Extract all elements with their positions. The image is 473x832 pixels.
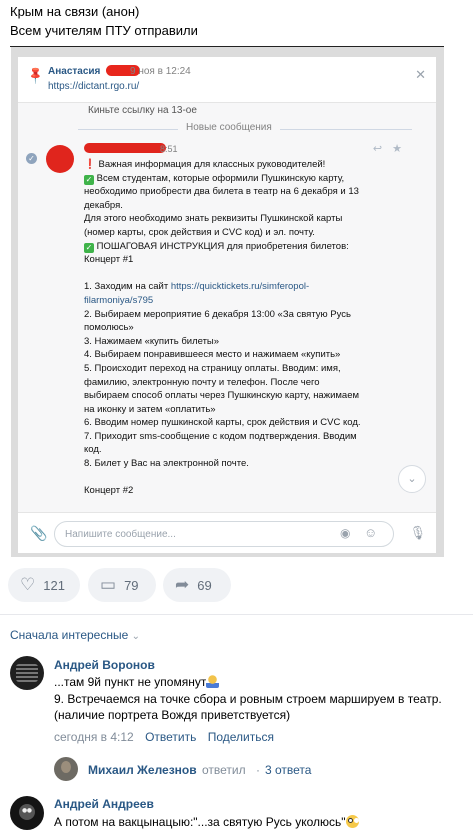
exclamation-icon: ❗ (84, 159, 96, 170)
message-text: помолюсь» (84, 322, 134, 334)
message-text: Для этого необходимо знать реквизиты Пушкинской карты (84, 213, 343, 225)
message-body (84, 158, 417, 498)
message-line (84, 199, 414, 213)
message-line (84, 416, 414, 430)
post-text-line-1: Крым на связи (анон) (10, 4, 140, 19)
message-text: (номер карты, срок действия и CVC код) и эл. почту. (84, 226, 315, 238)
message-text: декабря. (84, 199, 123, 211)
message-line (84, 240, 414, 254)
smile-icon[interactable]: ☺ (364, 525, 378, 540)
new-messages-divider (18, 122, 436, 136)
message-link[interactable]: filarmoniya/s795 (84, 294, 154, 306)
attached-screenshot[interactable] (11, 47, 444, 557)
message-text: 2. Выбираем мероприятие 6 декабря 13:00 «За святую Русь (84, 308, 351, 320)
pinned-author[interactable]: Анастасия (48, 66, 101, 77)
post-text-line-2: Всем учителям ПТУ отправили (10, 23, 198, 38)
message-line (84, 443, 414, 457)
microphone-icon[interactable]: 🎙 (409, 525, 426, 540)
comment-time[interactable]: сегодня в 4:12 (54, 730, 134, 744)
message-line (84, 321, 414, 335)
message-text: Концерт #2 (84, 485, 134, 497)
check-mark-icon: ✓ (85, 242, 93, 252)
attach-icon[interactable]: 📎 (30, 525, 48, 541)
check-mark-icon: ✓ (85, 174, 93, 184)
person-emoji-icon (206, 675, 219, 688)
message-line (84, 226, 414, 240)
comment-line-3: (наличие портрета Вождя приветствуется) (54, 708, 291, 722)
comment-author[interactable]: Андрей Воронов (54, 658, 155, 672)
message-line (84, 389, 414, 403)
message-text: 6. Вводим номер пушкинской карты, срок действия и CVC код. (84, 417, 361, 429)
share-link[interactable]: Поделиться (207, 730, 274, 744)
comment-button[interactable] (88, 568, 156, 602)
comment-text (54, 674, 470, 724)
share-count: 69 (197, 577, 212, 593)
message-line (84, 362, 414, 376)
chevron-down-icon: ⌄ (407, 473, 417, 485)
star-icon[interactable]: ★ (392, 143, 412, 155)
reply-link[interactable]: Ответить (145, 730, 197, 744)
message-line (84, 253, 414, 267)
replies-count-link[interactable]: 3 ответа (265, 763, 312, 777)
share-button[interactable] (163, 568, 231, 602)
chevron-down-icon: ⌄ (131, 631, 141, 642)
sort-label: Сначала интересные (10, 628, 129, 642)
separator-dot: · (256, 763, 260, 777)
comment-icon: ▭ (100, 575, 117, 594)
share-arrow-icon: ➦ (175, 575, 190, 594)
like-count: 121 (43, 577, 65, 593)
message-line (84, 308, 414, 322)
comment-line-1: ...там 9й пункт не упомянут (54, 675, 207, 689)
avatar[interactable] (54, 757, 78, 781)
message-line (84, 185, 414, 199)
message-text: на иконку и затем «оплатить» (84, 403, 216, 415)
message-text: Важная информация для классных руководителей! (95, 159, 326, 170)
message-link[interactable]: https://quicktickets.ru/simferopol- (170, 281, 310, 293)
comment-line-1: А потом на вакцынацыю:"...за святую Русь уколюсь" (54, 815, 346, 829)
reply-action-text: ответил (202, 763, 246, 777)
pin-icon: 📌 (25, 64, 46, 86)
message-text: Концерт #1 (84, 254, 134, 266)
message-actions[interactable] (373, 142, 412, 155)
heart-icon: ♡ (20, 575, 36, 594)
message-line (84, 376, 414, 390)
compose-bar (18, 512, 436, 553)
redaction-mark (84, 143, 166, 153)
message-time: 8:51 (160, 144, 178, 154)
message-text: 4. Выбираем понравившееся место и нажимаем «купить» (84, 349, 341, 361)
message-line (84, 158, 414, 172)
message-line (84, 403, 414, 417)
message-line (84, 484, 414, 498)
previous-message-fragment: Киньте ссылку на 13-ое (88, 105, 197, 116)
message-text: 7. Приходит sms-сообщение с кодом подтверждения. Вводим (84, 430, 357, 442)
reply-icon[interactable]: ↩ (372, 143, 393, 155)
message-line (84, 335, 414, 349)
flushed-face-emoji-icon (346, 815, 359, 828)
pinned-message[interactable] (18, 57, 436, 103)
avatar[interactable] (10, 656, 44, 690)
comment-count: 79 (124, 577, 139, 593)
message-text: выбираем способ оплаты через Пушкинскую карту, нажимаем (84, 390, 360, 402)
message-line (84, 457, 414, 471)
message-text: Всем студентам, которые оформили Пушкинскую карту, (94, 172, 345, 184)
post-text (10, 2, 198, 40)
scroll-down-button[interactable] (398, 465, 426, 493)
comment-meta (54, 730, 274, 744)
selected-check-icon[interactable]: ✓ (26, 153, 37, 164)
pinned-link[interactable]: https://dictant.rgo.ru/ (48, 81, 140, 92)
message-line (84, 212, 414, 226)
pinned-date: 9 ноя в 12:24 (130, 66, 191, 77)
message-line (84, 280, 414, 294)
message-line (84, 430, 414, 444)
divider (0, 614, 473, 615)
avatar[interactable] (10, 796, 44, 830)
comment-line-2: 9. Встречаемся на точке сбора и ровным строем маршируем в театр. (54, 691, 442, 706)
reply-author[interactable]: Михаил Железнов (88, 763, 197, 777)
new-messages-label: Новые сообщения (178, 122, 280, 133)
message-text: фамилию, электронную почту и телефон. После чего (84, 376, 320, 388)
message-text: 1. Заходим на сайт (84, 281, 171, 293)
camera-icon[interactable]: ◉ (340, 526, 351, 540)
comment-author[interactable]: Андрей Андреев (54, 797, 154, 811)
message-text: 8. Билет у Вас на электронной почте. (84, 458, 249, 470)
message-text: код. (84, 444, 102, 456)
message-text: 5. Происходит переход на страницу оплаты. Вводим: имя, (84, 362, 341, 374)
message-line (84, 471, 417, 485)
like-button[interactable] (8, 568, 80, 602)
message-text: 3. Нажимаем «купить билеты» (84, 335, 220, 347)
sort-dropdown[interactable] (10, 628, 140, 642)
message-line (84, 348, 414, 362)
avatar[interactable] (46, 145, 74, 173)
comment-text (54, 814, 470, 831)
message-line (84, 172, 414, 186)
message-line (84, 267, 414, 281)
message-line (84, 294, 414, 308)
close-icon[interactable]: ✕ (415, 67, 426, 82)
message-text: ПОШАГОВАЯ ИНСТРУКЦИЯ для приобретения билетов: (94, 240, 349, 252)
chat-window (18, 57, 436, 553)
message-text: необходимо приобрести два билета в театр на 6 декабря и 13 (84, 186, 359, 198)
